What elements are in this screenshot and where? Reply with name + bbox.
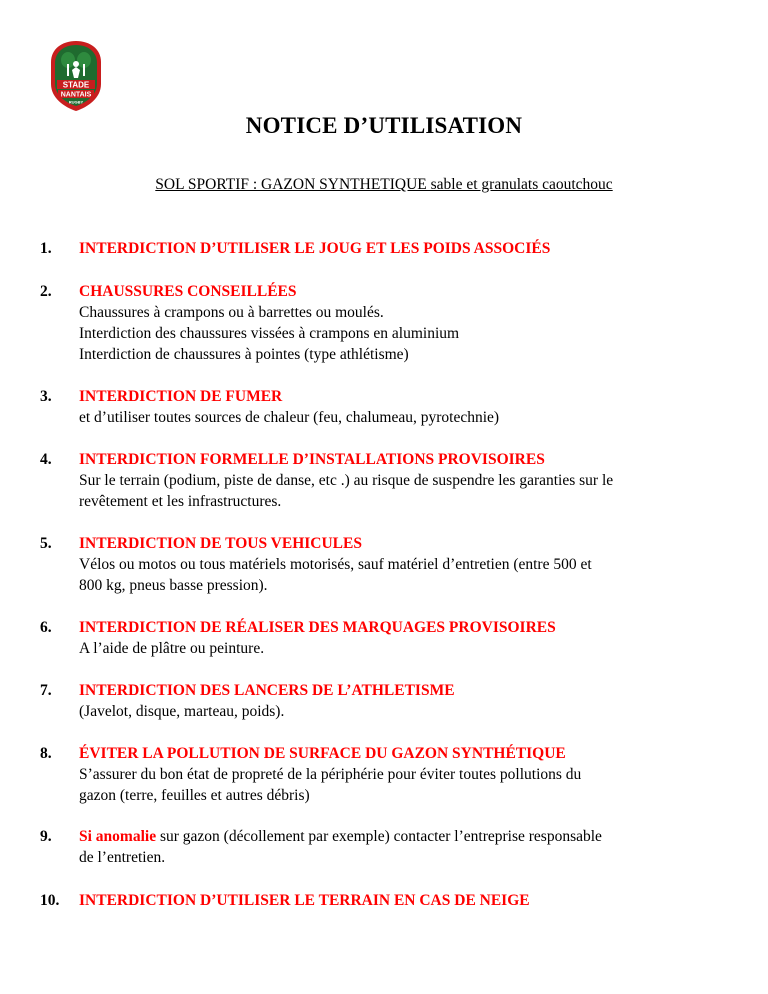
- logo-text-small: RUGBY: [68, 99, 84, 105]
- item-first-line: [79, 680, 740, 701]
- item-text-line: A l’aide de plâtre ou peinture.: [79, 640, 265, 657]
- item-number: 4.: [40, 451, 52, 468]
- item-text-line: Interdiction de chaussures à pointes (type athlétisme): [79, 346, 409, 363]
- list-item: [40, 238, 740, 259]
- instruction-list: [40, 238, 740, 911]
- item-number: 1.: [40, 240, 52, 257]
- item-number: 6.: [40, 619, 52, 636]
- list-item: [40, 826, 740, 868]
- item-number: 10.: [40, 892, 60, 909]
- item-heading: INTERDICTION D’UTILISER LE TERRAIN EN CAS DE NEIGE: [79, 892, 530, 909]
- list-item: [40, 617, 740, 659]
- item-number: 7.: [40, 682, 52, 699]
- item-number: 3.: [40, 388, 52, 405]
- item-heading: INTERDICTION DE RÉALISER DES MARQUAGES PROVISOIRES: [79, 619, 556, 636]
- item-text-line: (Javelot, disque, marteau, poids).: [79, 703, 285, 720]
- list-item: [40, 743, 740, 806]
- item-number: 9.: [40, 828, 52, 845]
- list-item: [40, 281, 740, 365]
- item-number: 2.: [40, 283, 52, 300]
- item-text-line: 800 kg, pneus basse pression).: [79, 577, 268, 594]
- item-text-line: Sur le terrain (podium, piste de danse, etc .) au risque de suspendre les garanties sur le: [79, 472, 614, 489]
- item-text-line: de l’entretien.: [79, 849, 166, 866]
- item-first-line: [79, 386, 740, 407]
- item-first-line: [79, 826, 740, 847]
- item-first-line: [79, 890, 740, 911]
- item-heading: INTERDICTION FORMELLE D’INSTALLATIONS PROVISOIRES: [79, 451, 545, 468]
- item-inline-text: sur gazon (décollement par exemple) contacter l’entreprise responsable: [156, 828, 602, 845]
- item-number: 8.: [40, 745, 52, 762]
- item-text-line: et d’utiliser toutes sources de chaleur (feu, chalumeau, pyrotechnie): [79, 409, 500, 426]
- item-heading: INTERDICTION D’UTILISER LE JOUG ET LES POIDS ASSOCIÉS: [79, 240, 551, 257]
- stade-nantais-crest-icon: [48, 40, 104, 112]
- logo-text-top: STADE: [62, 80, 90, 90]
- subtitle-text: SOL SPORTIF : GAZON SYNTHETIQUE sable et granulats caoutchouc: [155, 176, 613, 193]
- item-heading: CHAUSSURES CONSEILLÉES: [79, 283, 297, 300]
- item-heading: Si anomalie: [79, 828, 157, 845]
- page-subtitle: [0, 176, 768, 194]
- item-number: 5.: [40, 535, 52, 552]
- club-logo: [48, 40, 104, 112]
- item-first-line: [79, 743, 740, 764]
- item-heading: INTERDICTION DES LANCERS DE L’ATHLETISME: [79, 682, 455, 699]
- item-first-line: [79, 617, 740, 638]
- item-heading: INTERDICTION DE FUMER: [79, 388, 283, 405]
- item-text-line: Interdiction des chaussures vissées à crampons en aluminium: [79, 325, 460, 342]
- item-heading: ÉVITER LA POLLUTION DE SURFACE DU GAZON SYNTHÉTIQUE: [79, 745, 566, 762]
- list-item: [40, 890, 740, 911]
- list-item: [40, 533, 740, 596]
- item-first-line: [79, 449, 740, 470]
- item-first-line: [79, 533, 740, 554]
- item-first-line: [79, 281, 740, 302]
- item-text-line: Vélos ou motos ou tous matériels motorisés, sauf matériel d’entretien (entre 500 et: [79, 556, 592, 573]
- item-text-line: Chaussures à crampons ou à barrettes ou moulés.: [79, 304, 384, 321]
- item-first-line: [79, 238, 740, 259]
- item-text-line: gazon (terre, feuilles et autres débris): [79, 787, 310, 804]
- list-item: [40, 449, 740, 512]
- logo-text-bottom: NANTAIS: [60, 91, 92, 99]
- item-text-line: S’assurer du bon état de propreté de la périphérie pour éviter toutes pollutions du: [79, 766, 582, 783]
- item-text-line: revêtement et les infrastructures.: [79, 493, 282, 510]
- item-heading: INTERDICTION DE TOUS VEHICULES: [79, 535, 362, 552]
- page-title: NOTICE D’UTILISATION: [245, 113, 523, 138]
- list-item: [40, 680, 740, 722]
- list-item: [40, 386, 740, 428]
